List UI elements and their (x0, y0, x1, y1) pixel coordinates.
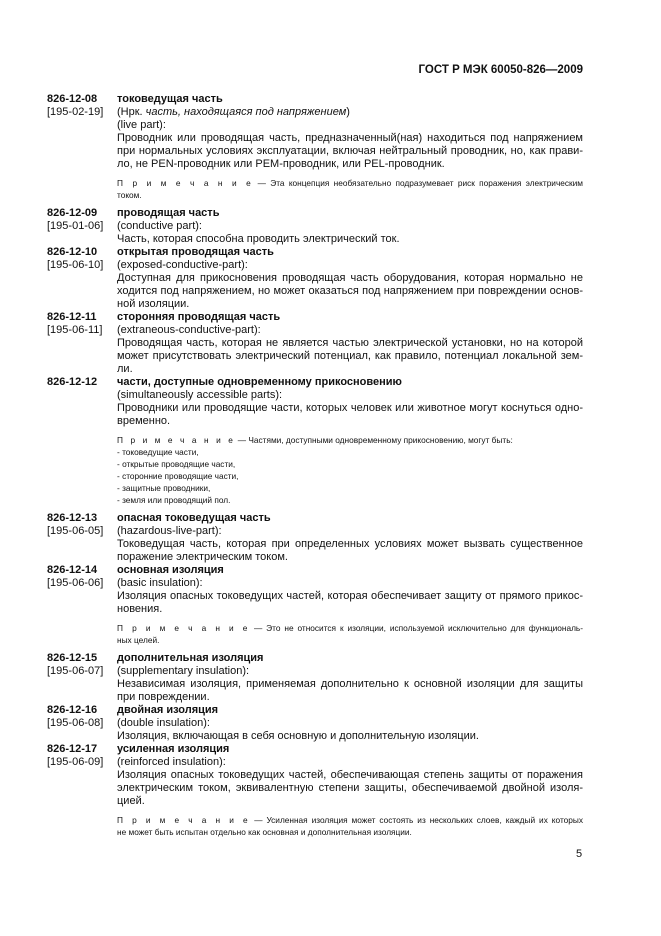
term-english: (double insulation): (117, 717, 210, 729)
definition-line: Часть, которая способна проводить электрический ток. (117, 233, 400, 245)
page-number: 5 (576, 848, 583, 860)
note-line: П р и м е ч а н и е — Это не относится к изоляции, используемой исключительно для функциональ- (117, 623, 583, 633)
term-english: (extraneous-conductive-part): (117, 324, 261, 336)
definition-line: при нормальных условиях эксплуатации, включая нейтральный проводник, но, как прави- (117, 145, 583, 157)
term-code: 826-12-10 (47, 246, 98, 258)
term-code: 826-12-14 (47, 564, 98, 576)
term-title: усиленная изоляция (117, 743, 230, 755)
note-line: не может быть испытан отдельно как основная и дополнительная изоляции. (117, 827, 412, 837)
note-line: током. (117, 190, 142, 200)
term-codes (47, 652, 117, 704)
term-code: 826-12-15 (47, 652, 98, 664)
term-definition (117, 564, 583, 616)
note-label: П р и м е ч а н и е (117, 623, 251, 633)
definition-line: Проводящая часть, которая не является частью электрической установки, но на которой (117, 337, 583, 349)
term-english: (conductive part): (117, 220, 202, 232)
term-english: (simultaneously accessible parts): (117, 389, 283, 401)
term-entry (47, 376, 583, 428)
definition-line: Независимая изоляция, применяемая дополнительно к основной изоляции для защиты (117, 678, 583, 690)
definition-line: ли. (117, 363, 133, 375)
term-english: (hazardous-live-part): (117, 525, 222, 537)
term-title: открытая проводящая часть (117, 246, 274, 258)
term-code: 826-12-08 (47, 93, 98, 105)
term-codes (47, 246, 117, 311)
term-reference: [195-06-05] (47, 525, 104, 537)
term-reference: [195-06-09] (47, 756, 104, 768)
note-list-item: - защитные проводники, (117, 483, 211, 493)
term-title: дополнительная изоляция (117, 652, 264, 664)
definition-line: Доступная для прикосновения проводящая часть оборудования, которая нормально не (117, 272, 583, 284)
definition-line: поражение электрическим током. (117, 551, 288, 563)
term-english: (reinforced insulation): (117, 756, 226, 768)
term-title: проводящая часть (117, 207, 220, 219)
term-definition (117, 376, 583, 428)
note-label: П р и м е ч а н и е (117, 435, 236, 445)
term-definition (117, 704, 583, 743)
note-block (117, 622, 583, 646)
term-codes (47, 207, 117, 246)
term-definition (117, 246, 583, 311)
definition-line: Изоляция опасных токоведущих частей, обеспечивающая степень защиты от поражения (117, 769, 583, 781)
note-label: П р и м е ч а н и е (117, 178, 254, 188)
term-definition (117, 207, 583, 246)
term-code: 826-12-17 (47, 743, 98, 755)
term-entry (47, 311, 583, 376)
term-code: 826-12-09 (47, 207, 98, 219)
term-title: опасная токоведущая часть (117, 512, 271, 524)
term-code: 826-12-13 (47, 512, 98, 524)
term-code: 826-12-16 (47, 704, 98, 716)
note-line: П р и м е ч а н и е — Эта концепция необязательно подразумевает риск поражения электрическим (117, 178, 583, 188)
definition-line: временно. (117, 415, 171, 427)
term-entry (47, 743, 583, 808)
term-english: (supplementary insulation): (117, 665, 250, 677)
term-code: 826-12-12 (47, 376, 98, 388)
term-title: токоведущая часть (117, 93, 223, 105)
definition-line: электрическим током, эквивалентную степени защиты, обеспечиваемой двойной изоля- (117, 782, 583, 794)
definition-line: цией. (117, 795, 145, 807)
term-entry (47, 93, 583, 171)
definition-line: новения. (117, 603, 163, 615)
note-list-item: - сторонние проводящие части, (117, 471, 239, 481)
definition-line: Проводники или проводящие части, которых человек или животное могут коснуться одно- (117, 402, 583, 414)
term-english: (live part): (117, 119, 166, 131)
note-line: П р и м е ч а н и е — Частями, доступными одновременному прикосновению, могут быть: (117, 435, 513, 445)
term-entry (47, 246, 583, 311)
term-entry (47, 564, 583, 616)
term-code: 826-12-11 (47, 311, 97, 323)
definition-line: Изоляция опасных токоведущих частей, которая обеспечивает защиту от прямого прикос- (117, 590, 583, 602)
definition-line: Проводник или проводящая часть, предназначенный(ная) находиться под напряжением (117, 132, 583, 144)
term-codes (47, 512, 117, 564)
term-codes (47, 93, 117, 171)
note-label: П р и м е ч а н и е (117, 815, 251, 825)
term-definition (117, 652, 583, 704)
term-entry (47, 652, 583, 704)
term-definition (117, 93, 583, 171)
term-codes (47, 743, 117, 808)
term-title: основная изоляция (117, 564, 224, 576)
note-block (117, 177, 583, 201)
term-definition (117, 743, 583, 808)
term-entry (47, 512, 583, 564)
term-deprecated (117, 106, 583, 119)
definition-line: ходится под напряжением, но может оказаться под напряжением при повреждении основ- (117, 285, 583, 297)
term-codes (47, 376, 117, 428)
term-definition (117, 512, 583, 564)
deprecated-term: часть, находящаяся под напряжением (145, 106, 347, 118)
definition-line: Изоляция, включающая в себя основную и дополнительную изоляции. (117, 730, 479, 742)
term-title: двойная изоляция (117, 704, 219, 716)
definition-line: ной изоляции. (117, 298, 190, 310)
note-block (117, 814, 583, 838)
term-english: (exposed-conductive-part): (117, 259, 248, 271)
term-codes (47, 564, 117, 616)
term-title: сторонняя проводящая часть (117, 311, 281, 323)
term-english: (basic insulation): (117, 577, 203, 589)
term-reference: [195-02-19] (47, 106, 104, 118)
note-list-item: - токоведущие части, (117, 447, 199, 457)
note-list-item: - открытые проводящие части, (117, 459, 236, 469)
note-list-item: - земля или проводящий пол. (117, 495, 231, 505)
definition-line: Токоведущая часть, которая при определенных условиях может вызвать существенное (117, 538, 583, 550)
term-definition (117, 311, 583, 376)
term-title: части, доступные одновременному прикосновению (117, 376, 402, 388)
term-entry (47, 704, 583, 743)
document-header: ГОСТ Р МЭК 60050-826—2009 (418, 64, 583, 76)
term-codes (47, 704, 117, 743)
term-reference: [195-06-07] (47, 665, 104, 677)
definition-line: при повреждении. (117, 691, 210, 703)
note-line: ных целей. (117, 635, 160, 645)
term-reference: [195-06-11] (47, 324, 103, 336)
term-entry (47, 207, 583, 246)
note-line: П р и м е ч а н и е — Усиленная изоляция может состоять из нескольких слоев, каждый их которых (117, 815, 583, 825)
term-reference: [195-06-08] (47, 717, 104, 729)
note-block (117, 434, 583, 506)
term-reference: [195-01-06] (47, 220, 104, 232)
deprecated-suffix: ) (346, 106, 350, 118)
term-reference: [195-06-06] (47, 577, 104, 589)
definition-line: ло, не PEN-проводник или PEM-проводник, или PEL-проводник. (117, 158, 445, 170)
deprecated-prefix: (Нрк. (117, 106, 146, 118)
definition-line: может присутствовать электрический потенциал, как правило, потенциал локальной зем- (117, 350, 583, 362)
terms-list (47, 93, 583, 844)
term-codes (47, 311, 117, 376)
term-reference: [195-06-10] (47, 259, 104, 271)
